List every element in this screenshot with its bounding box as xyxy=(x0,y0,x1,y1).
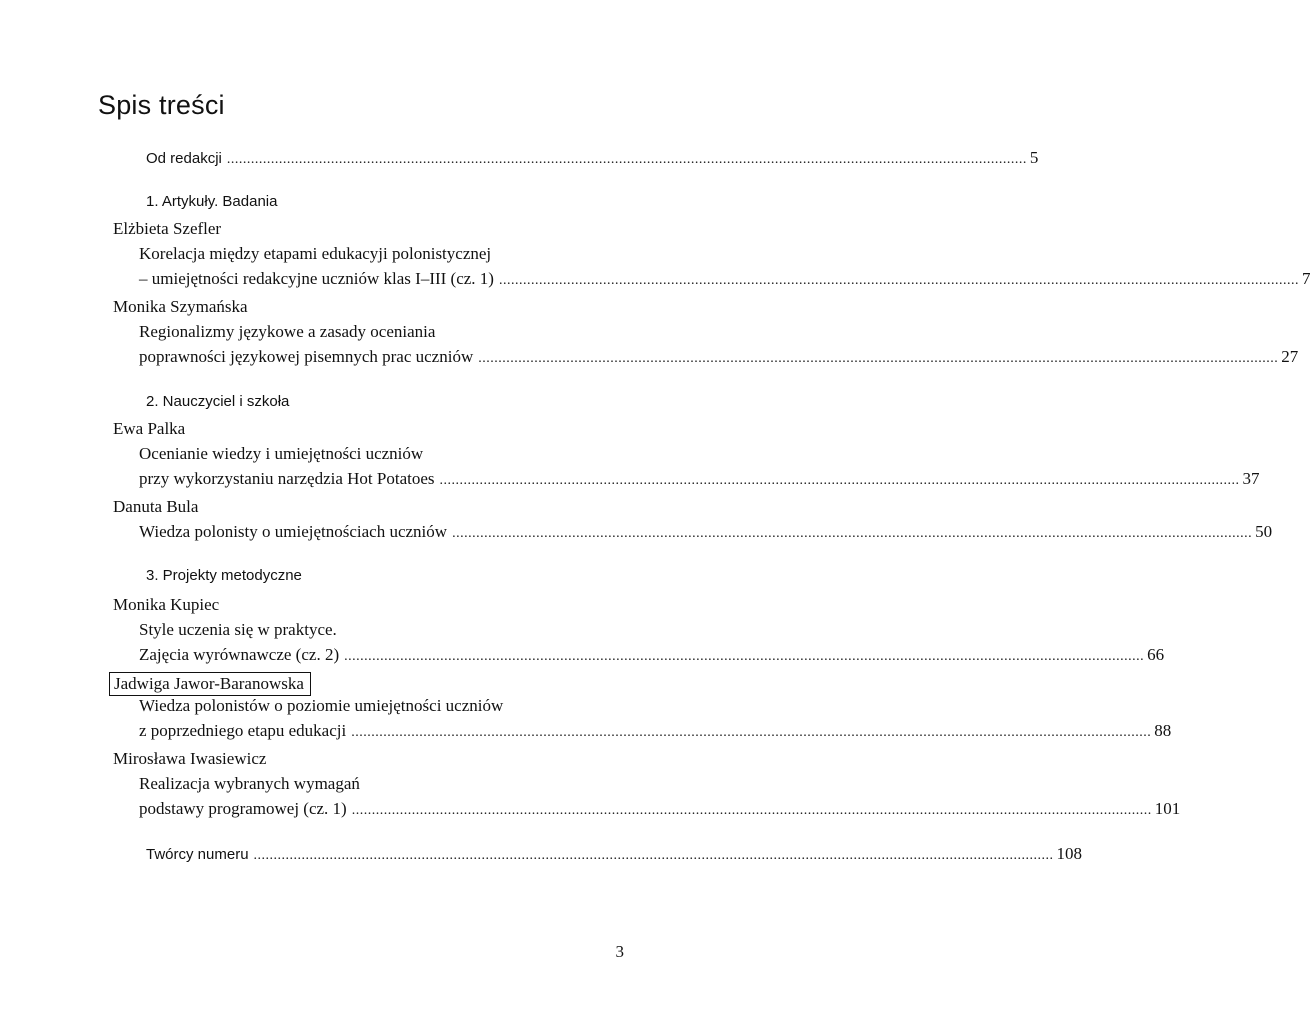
toc-entry-title[interactable]: Korelacja między etapami edukacyji polonistycznej xyxy=(139,244,492,263)
toc-entry-last-line[interactable] xyxy=(139,521,1273,545)
toc-author: Elżbieta Szefler xyxy=(113,219,222,238)
toc-entry-last-line[interactable] xyxy=(139,468,1260,492)
page-number: 50 xyxy=(1255,522,1273,541)
page-number: 66 xyxy=(1147,645,1165,664)
page-number: 101 xyxy=(1154,799,1181,818)
page-number: 37 xyxy=(1242,469,1260,488)
leader-dots: ........................................................................................................................................................................................................ xyxy=(498,273,1299,288)
toc-entry-title: Zajęcia wyrównawcze (cz. 2) xyxy=(139,645,340,664)
page-folio: 3 xyxy=(615,942,624,961)
toc-entry-last-line[interactable] xyxy=(139,268,1310,292)
toc-editorial[interactable] xyxy=(146,147,1039,171)
toc-entry-title: podstawy programowej (cz. 1) xyxy=(139,799,347,818)
page-number: 5 xyxy=(1029,148,1039,167)
toc-editorial-label: Od redakcji xyxy=(146,150,222,167)
toc-entry-last-line[interactable] xyxy=(139,644,1165,668)
page-number: 108 xyxy=(1056,844,1083,863)
toc-entry-title[interactable]: Realizacja wybranych wymagań xyxy=(139,774,360,793)
section-heading: 2. Nauczyciel i szkoła xyxy=(146,393,290,410)
toc-entry-title[interactable]: Regionalizmy językowe a zasady oceniania xyxy=(139,322,436,341)
toc-entry-title[interactable]: Wiedza polonistów o poziomie umiejętności uczniów xyxy=(139,696,504,715)
toc-entry-title: – umiejętności redakcyjne uczniów klas I–III (cz. 1) xyxy=(139,269,494,288)
toc-entry-title: Wiedza polonisty o umiejętnościach uczniów xyxy=(139,522,448,541)
toc-contributors[interactable] xyxy=(146,843,1083,867)
page-number: 88 xyxy=(1154,721,1172,740)
section-heading: 1. Artykuły. Badania xyxy=(146,193,278,210)
toc-entry-title: przy wykorzystaniu narzędzia Hot Potatoes xyxy=(139,469,435,488)
toc-author-highlighted: Jadwiga Jawor-Baranowska xyxy=(109,672,311,696)
toc-contributors-label: Twórcy numeru xyxy=(146,846,249,863)
toc-author: Ewa Palka xyxy=(113,419,186,438)
leader-dots: ........................................................................................................................................................................................................ xyxy=(452,526,1253,541)
toc-author: Monika Kupiec xyxy=(113,595,220,614)
leader-dots: ........................................................................................................................................................................................................ xyxy=(344,649,1145,664)
page-number: 7 xyxy=(1301,269,1310,288)
toc-entry-title[interactable]: Style uczenia się w praktyce. xyxy=(139,620,337,639)
toc-author: Danuta Bula xyxy=(113,497,199,516)
page-title: Spis treści xyxy=(98,90,225,120)
toc-entry-last-line[interactable] xyxy=(139,798,1181,822)
page-number: 27 xyxy=(1281,347,1299,366)
leader-dots: ........................................................................................................................................................................................................ xyxy=(439,473,1240,488)
leader-dots: ........................................................................................................................................................................................................ xyxy=(226,152,1027,167)
toc-entry-title[interactable]: Ocenianie wiedzy i umiejętności uczniów xyxy=(139,444,424,463)
leader-dots: ........................................................................................................................................................................................................ xyxy=(351,725,1152,740)
toc-entry-last-line[interactable] xyxy=(139,346,1299,370)
leader-dots: ........................................................................................................................................................................................................ xyxy=(478,351,1279,366)
toc-entry-title: z poprzedniego etapu edukacji xyxy=(139,721,347,740)
toc-entry-last-line[interactable] xyxy=(139,720,1172,744)
toc-author: Mirosława Iwasiewicz xyxy=(113,749,267,768)
leader-dots: ........................................................................................................................................................................................................ xyxy=(253,848,1054,863)
leader-dots: ........................................................................................................................................................................................................ xyxy=(351,803,1152,818)
toc-entry-title: poprawności językowej pisemnych prac uczniów xyxy=(139,347,474,366)
section-heading: 3. Projekty metodyczne xyxy=(146,567,302,584)
toc-author: Monika Szymańska xyxy=(113,297,248,316)
